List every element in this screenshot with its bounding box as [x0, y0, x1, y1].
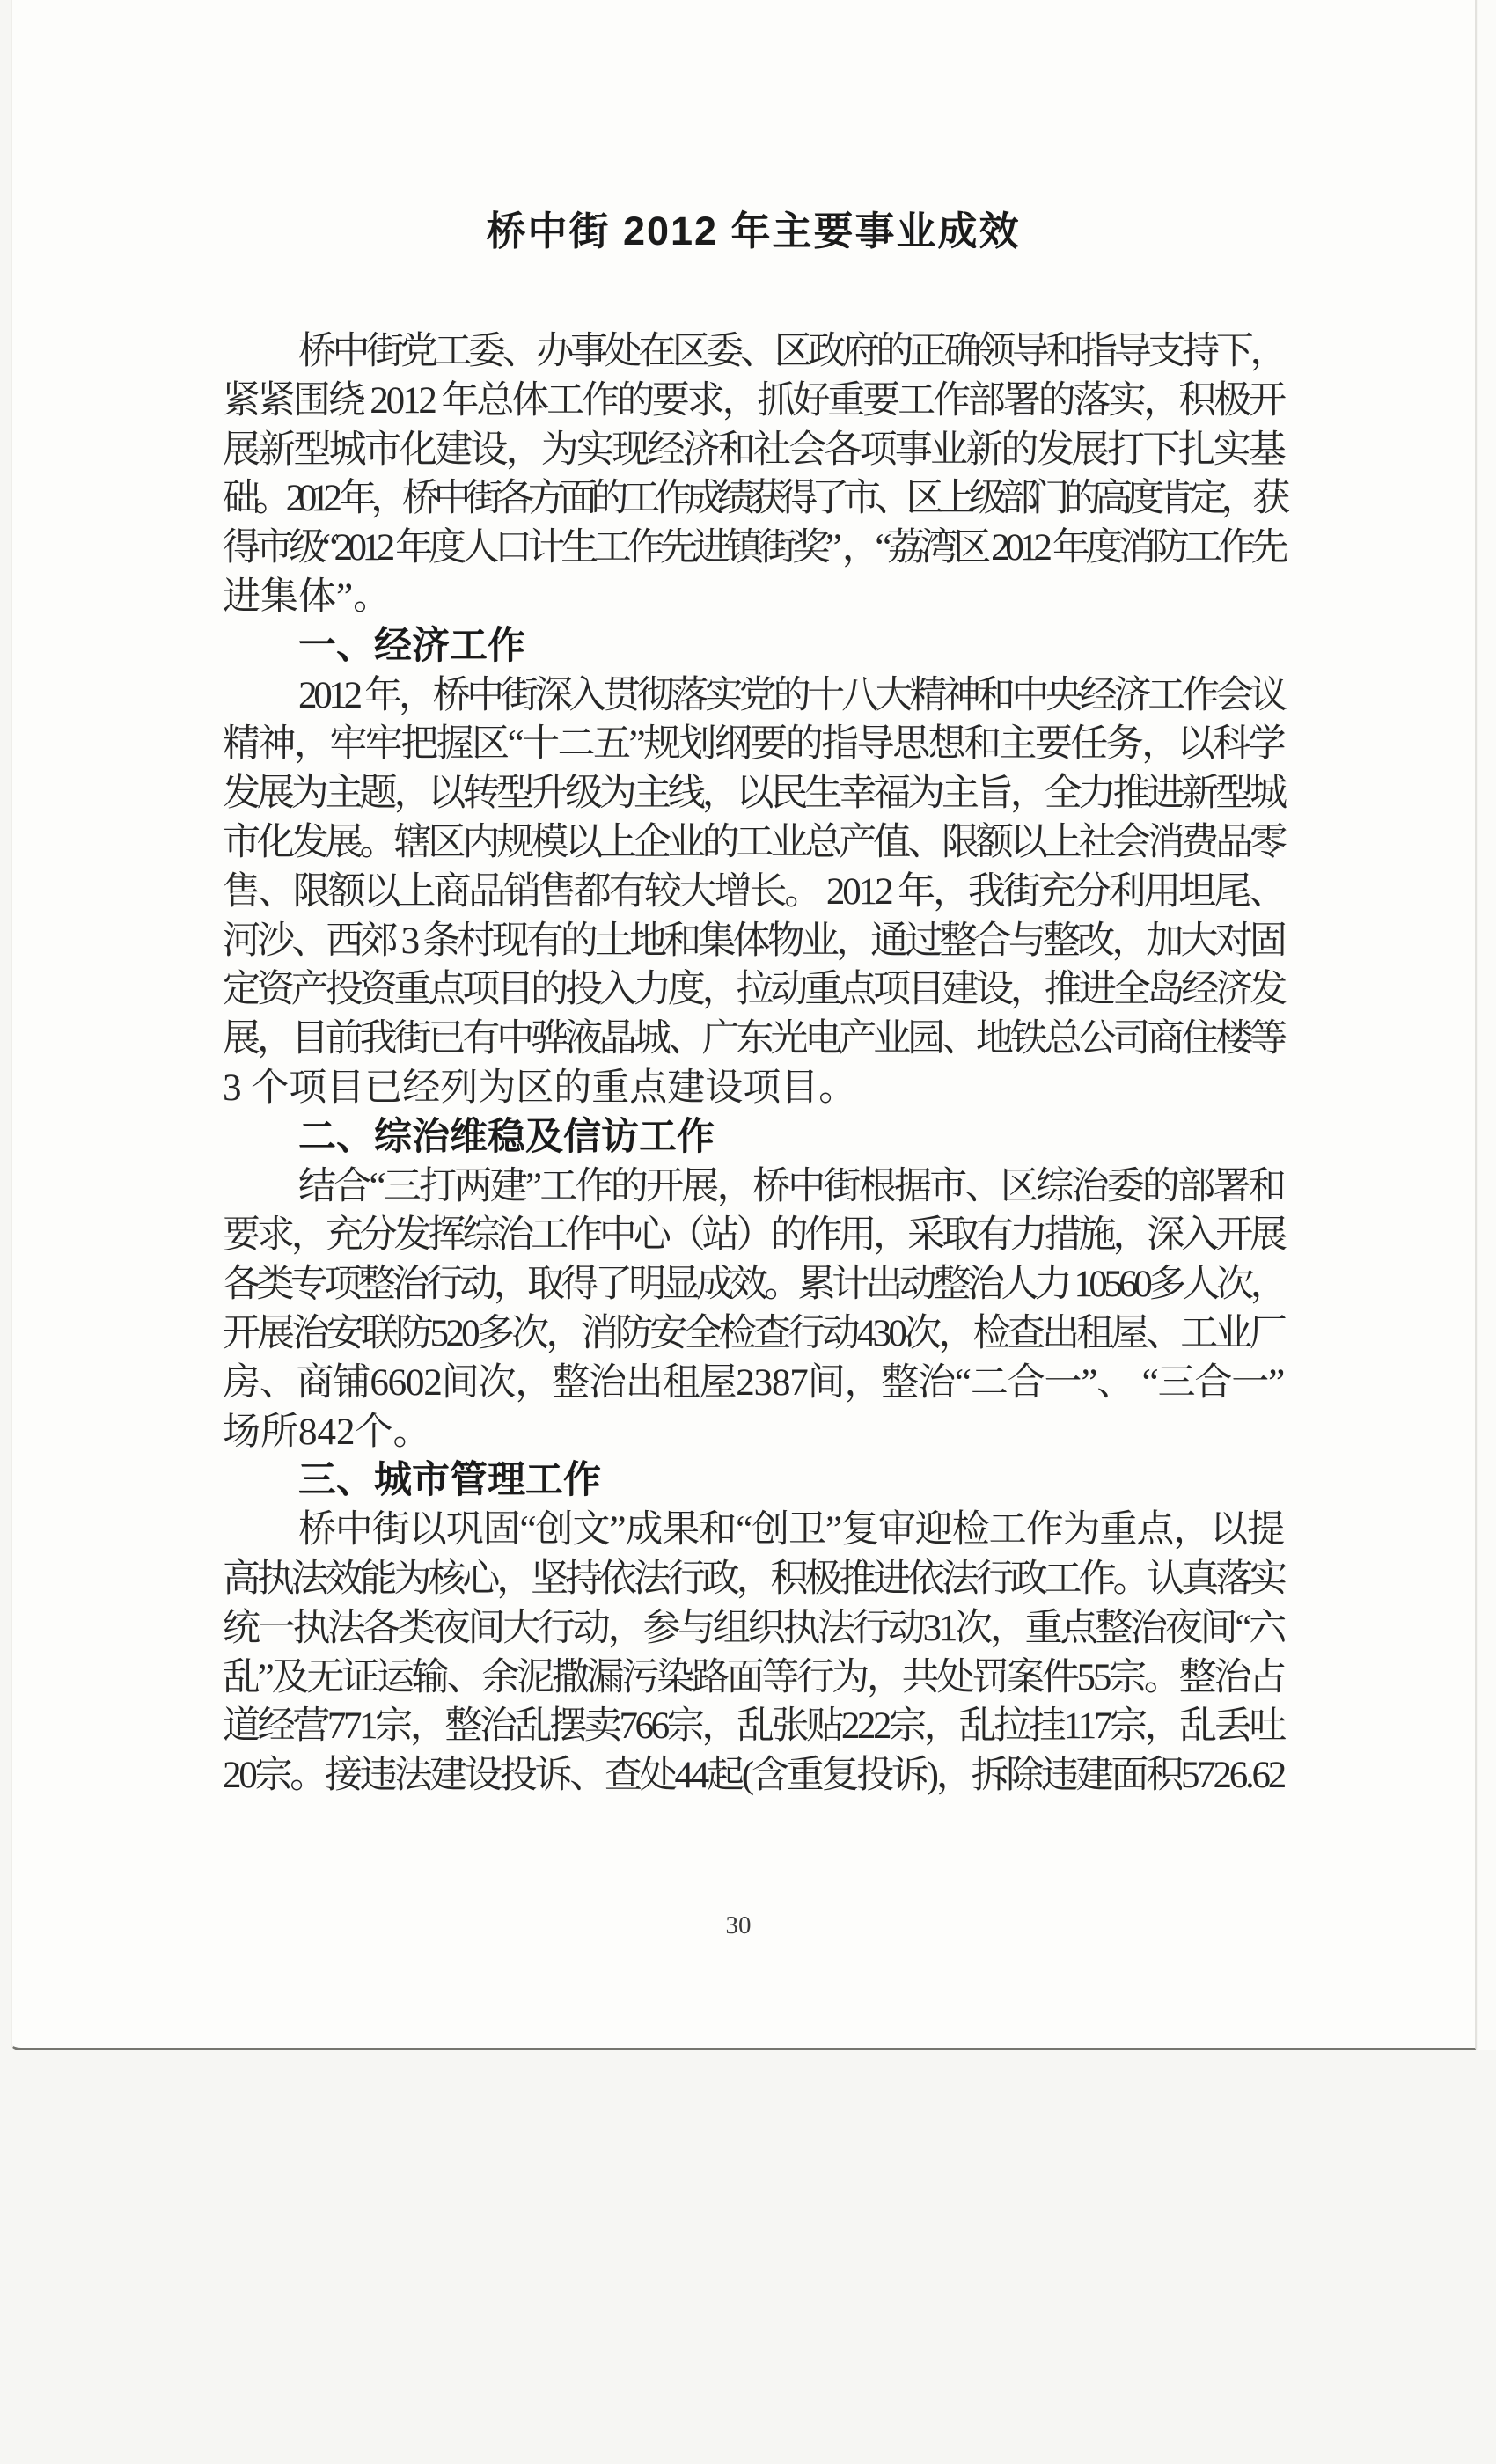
text-line: 定资产投资重点项目的投入力度，拉动重点项目建设，推进全岛经济发: [223, 969, 1284, 1011]
document-body: [223, 327, 1284, 1800]
text-line: 展新型城市化建设，为实现经济和社会各项事业新的发展打下扎实基: [223, 429, 1284, 471]
scanner-gutter: [1478, 0, 1496, 2050]
text-line: 2012 年，桥中街深入贯彻落实党的十八大精神和中央经济工作会议: [298, 674, 1284, 716]
text-line: 紧紧围绕 2012 年总体工作的要求，抓好重要工作部署的落实，积极开: [223, 379, 1284, 422]
text-line: 桥中街以巩固“创文”成果和“创卫”复审迎检工作为重点，以提: [298, 1509, 1284, 1551]
text-line: 乱”及无证运输、余泥撒漏污染路面等行为，共处罚案件55宗。整治占: [223, 1656, 1284, 1698]
text-line: 场所842个。: [223, 1411, 431, 1453]
text-line: 要求，充分发挥综治工作中心（站）的作用，采取有力措施，深入开展: [223, 1214, 1284, 1257]
document-title: 桥中街 2012 年主要事业成效: [486, 209, 1021, 253]
text-line: 河沙、西郊 3 条村现有的土地和集体物业，通过整合与整改，加大对固: [223, 920, 1284, 962]
text-line: 高执法效能为核心，坚持依法行政，积极推进依法行政工作。认真落实: [223, 1558, 1284, 1600]
text-line: 桥中街党工委、办事处在区委、区政府的正确领导和指导支持下，: [298, 331, 1284, 372]
text-line: 20宗。接违法建设投诉、查处44起(含重复投诉)，拆除违建面积5726.62: [223, 1755, 1284, 1797]
text-line: 得市级“2012 年度人口计生工作先进镇街奖” ，“荔湾区 2012 年度消防工作先: [223, 527, 1284, 569]
text-line: 展，目前我街已有中骅液晶城、广东光电产业园、地铁总公司商住楼等: [223, 1018, 1284, 1060]
document-page: [11, 0, 1477, 2050]
page-number: 30: [725, 1911, 752, 1940]
text-line: 统一执法各类夜间大行动，参与组织执法行动31次，重点整治夜间“六: [223, 1607, 1284, 1649]
section-heading: 二、综治维稳及信访工作: [298, 1115, 715, 1158]
text-line: 发展为主题，以转型升级为主线，以民生幸福为主旨，全力推进新型城: [223, 773, 1284, 815]
section-heading: 一、经济工作: [298, 624, 525, 667]
text-line: 房、商铺6602间次，整治出租屋2387间，整治“二合一”、 “三合一”: [223, 1361, 1284, 1404]
text-line: 3 个项目已经列为区的重点建设项目。: [223, 1067, 857, 1109]
text-line: 市化发展。辖区内规模以上企业的工业总产值、限额以上社会消费品零: [223, 821, 1284, 863]
text-line: 精神，牢牢把握区“十二五”规划纲要的指导思想和主要任务，以科学: [223, 723, 1284, 766]
text-line: 各类专项整治行动，取得了明显成效。累计出动整治人力 10560多人次，: [223, 1264, 1284, 1306]
text-line: 进集体”。: [223, 576, 392, 618]
text-line: 础。2012 年，桥中街各方面的工作成绩获得了市、区上级部门的高度肯定，获: [223, 478, 1284, 520]
section-heading: 三、城市管理工作: [298, 1459, 601, 1502]
text-line: 道经营771宗，整治乱摆卖766宗，乱张贴222宗，乱拉挂117宗，乱丢吐: [223, 1705, 1284, 1748]
text-line: 结合“三打两建”工作的开展，桥中街根据市、区综治委的部署和: [298, 1165, 1284, 1207]
text-line: 售、限额以上商品销售都有较大增长。 2012 年，我街充分利用坦尾、: [223, 870, 1284, 913]
text-line: 开展治安联防520多次，消防安全检查行动430次，检查出租屋、工业厂: [223, 1312, 1284, 1354]
